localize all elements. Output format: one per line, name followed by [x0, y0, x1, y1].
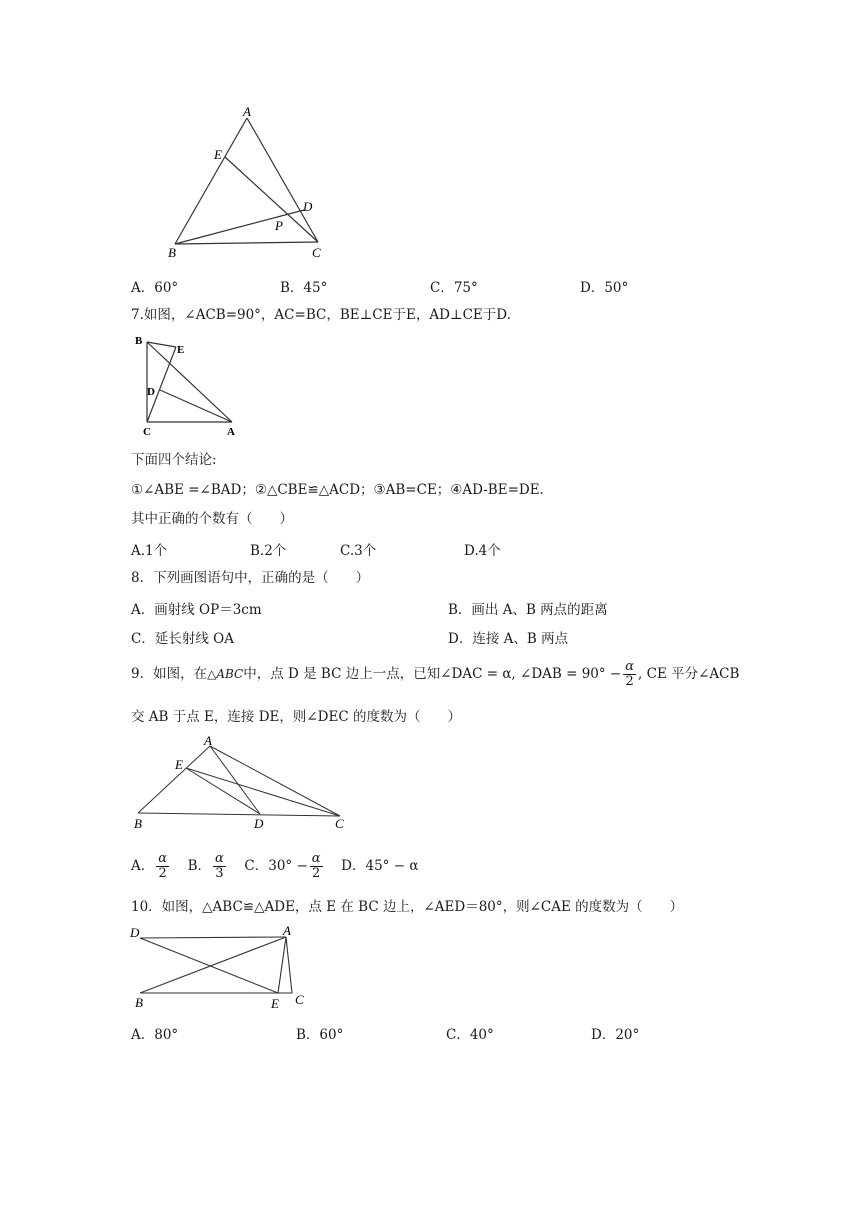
- q9-label-b: B: [134, 816, 142, 831]
- q10-stem: 10．如图，△ABC≌△ADE，点 E 在 BC 边上，∠AED＝80°，则∠CAE 的度数为（ ）: [131, 899, 684, 915]
- q7-label-c: C: [143, 426, 151, 438]
- q9-option-b-num: α: [215, 851, 224, 866]
- q10-label-a: A: [283, 923, 291, 938]
- q6-label-c: C: [312, 245, 321, 260]
- q9-label-a: A: [204, 734, 212, 748]
- q6-option-b: B．45°: [280, 280, 328, 296]
- q9-option-c-num: α: [311, 851, 321, 866]
- q9-option-c-den: 2: [312, 866, 321, 881]
- q7-option-b: B.2个: [250, 543, 287, 559]
- q8-option-d: D．连接 A、B 两点: [448, 631, 569, 647]
- q9-stem-frac-num: α: [625, 659, 635, 674]
- q6-label-d: D: [303, 199, 313, 214]
- q8-option-c: C．延长射线 OA: [131, 631, 234, 647]
- q9-option-a-prefix: A．: [131, 858, 155, 874]
- q8-option-a: A．画射线 OP＝3cm: [131, 602, 262, 618]
- q9-stem-triangle: △ABC: [207, 667, 244, 681]
- q9-stem-part3: , CE 平分∠ACB: [638, 666, 740, 682]
- q7-conclusions: ①∠ABE =∠BAD；②△CBE≌△ACD；③AB=CE；④AD-BE=DE.: [131, 482, 544, 498]
- q10-option-a: A．80°: [131, 1027, 179, 1043]
- q6-label-e: E: [214, 147, 222, 162]
- q6-option-d: D．50°: [580, 280, 629, 296]
- q7-question: 其中正确的个数有（ ）: [131, 511, 293, 527]
- q10-label-c: C: [295, 992, 304, 1007]
- q10-option-b: B．60°: [296, 1027, 344, 1043]
- q6-label-a: A: [243, 104, 251, 119]
- q9-stem-part1: 9．如图，在: [131, 666, 208, 682]
- q9-label-c: C: [335, 816, 344, 831]
- q10-option-d: D．20°: [591, 1027, 640, 1043]
- q9-option-c-fraction: [310, 852, 323, 881]
- q8-stem: 8．下列画图语句中，正确的是（ ）: [131, 570, 370, 586]
- q9-option-d: D．45° − α: [341, 858, 419, 874]
- q9-option-a-den: 2: [158, 866, 167, 881]
- q10-option-c: C．40°: [446, 1027, 494, 1043]
- q7-stem: 7.如图，∠ACB=90°，AC=BC，BE⊥CE于E，AD⊥CE于D.: [131, 307, 511, 323]
- q7-intro: 下面四个结论:: [131, 452, 217, 468]
- q7-option-d: D.4个: [464, 543, 501, 559]
- q10-label-b: B: [135, 995, 143, 1010]
- q9-option-a-num: α: [158, 851, 168, 866]
- q7-option-a: A.1个: [131, 543, 168, 559]
- q9-option-a-fraction: [156, 852, 169, 881]
- q7-label-a: A: [227, 426, 235, 438]
- q10-label-d: D: [130, 925, 140, 940]
- q9-stem-line1: [131, 660, 739, 689]
- q7-label-b: B: [135, 335, 143, 347]
- q7-label-e: E: [177, 344, 185, 356]
- q9-stem-fraction: [623, 660, 636, 689]
- q6-figure: [160, 104, 335, 264]
- q7-option-c: C.3个: [340, 543, 377, 559]
- q9-option-c-prefix: C．30° −: [244, 858, 308, 874]
- q9-options: [131, 852, 418, 881]
- q9-option-b-prefix: B．: [187, 858, 212, 874]
- q9-stem-frac-den: 2: [625, 674, 634, 689]
- q10-label-e: E: [271, 996, 279, 1011]
- q8-option-b: B．画出 A、B 两点的距离: [448, 602, 608, 618]
- q9-label-d: D: [254, 816, 264, 831]
- q10-figure: [128, 922, 313, 1014]
- q7-label-d: D: [147, 386, 155, 398]
- q9-stem-part2: 中，点 D 是 BC 边上一点，已知∠DAC = α, ∠DAB = 90° −: [243, 666, 622, 682]
- q6-option-a: A．60°: [131, 280, 179, 296]
- q9-figure: [128, 734, 358, 834]
- q6-option-c: C．75°: [430, 280, 478, 296]
- q9-stem-line2: 交 AB 于点 E，连接 DE，则∠DEC 的度数为（ ）: [131, 709, 461, 725]
- q6-label-b: B: [168, 245, 176, 260]
- q9-option-b-den: 3: [215, 866, 224, 881]
- q9-label-e: E: [175, 757, 183, 772]
- q9-option-b-fraction: [213, 852, 226, 881]
- q6-label-p: P: [275, 218, 283, 233]
- q7-figure: [132, 332, 247, 440]
